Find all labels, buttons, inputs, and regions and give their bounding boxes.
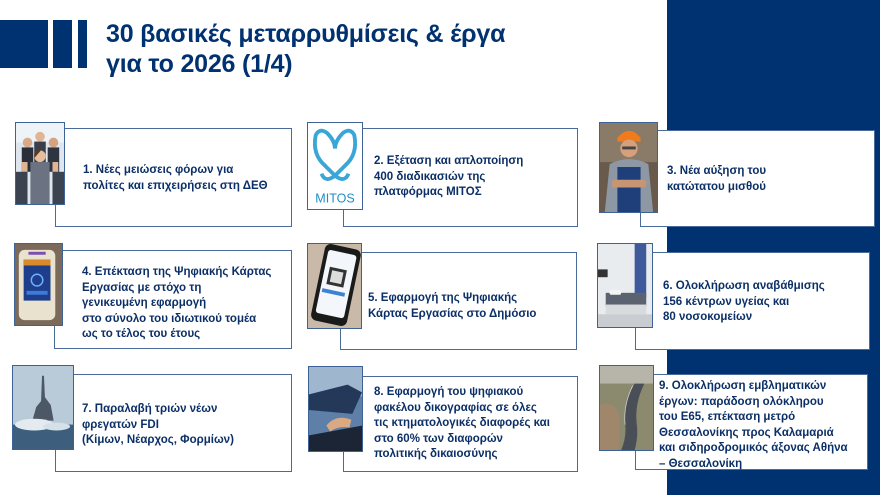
item-text-8: 8. Εφαρμογή του ψηφιακού φακέλου δικογραφίας σε όλες τις κτηματολογικές διαφορές και στο 60% των διαφορών πολιτικής δικαιοσύνης: [374, 386, 550, 460]
item-text-2: 2. Εξέταση και απλοποίηση 400 διαδικασιών της πλατφόρμας ΜΙΤΟΣ: [374, 155, 524, 198]
item-text-5: 5. Εφαρμογή της Ψηφιακής Κάρτας Εργασίας στο Δημόσιο: [368, 292, 537, 320]
laptop-typing-photo-icon: [308, 366, 363, 452]
hospital-bed-photo-icon: [597, 243, 653, 328]
item-text-3: 3. Νέα αύξηση του κατώτατου μισθού: [667, 165, 767, 193]
item-text-9: 9. Ολοκλήρωση εμβληματικών έργων: παράδοση ολόκληρου του Ε65, επέκταση μετρό Θεσσαλονίκης προς Καλαμαριά και σιδηροδρομικός άξονας Αθήνα – Θεσσαλονίκη: [659, 380, 848, 470]
header-bar-large: [0, 20, 48, 68]
phone-qr-photo-icon: [307, 243, 362, 329]
header-bar-small: [78, 20, 87, 68]
item-text-6: 6. Ολοκλήρωση αναβάθμισης 156 κέντρων υγείας και 80 νοσοκομείων: [663, 280, 825, 323]
svg-text:MITOS: MITOS: [315, 191, 355, 206]
mitos-logo-icon: [307, 122, 363, 210]
item-text-1: 1. Νέες μειώσεις φόρων για πολίτες και επιχειρήσεις στη ΔΕΘ: [83, 164, 268, 192]
worker-photo-icon: [599, 122, 658, 213]
page-title: [106, 19, 646, 79]
highway-aerial-photo-icon: [599, 365, 654, 451]
page-title-line-1: 30 βασικές μεταρρυθμίσεις & έργα: [106, 20, 506, 48]
item-text-7: 7. Παραλαβή τριών νέων φρεγατών FDI (Κίμων, Νέαρχος, Φορμίων): [82, 403, 234, 446]
header-bar-medium: [53, 20, 72, 68]
business-team-photo-icon: [15, 122, 65, 205]
frigate-photo-icon: [12, 365, 74, 450]
handheld-device-photo-icon: [14, 243, 63, 326]
item-text-4: 4. Επέκταση της Ψηφιακής Κάρτας Εργασίας με στόχο τη γενικευμένη εφαρμογή στο σύνολο του ιδιωτικού τομέα ως το τέλος του έτους: [82, 266, 272, 340]
page-title-line-2: για το 2026 (1/4): [106, 50, 293, 78]
